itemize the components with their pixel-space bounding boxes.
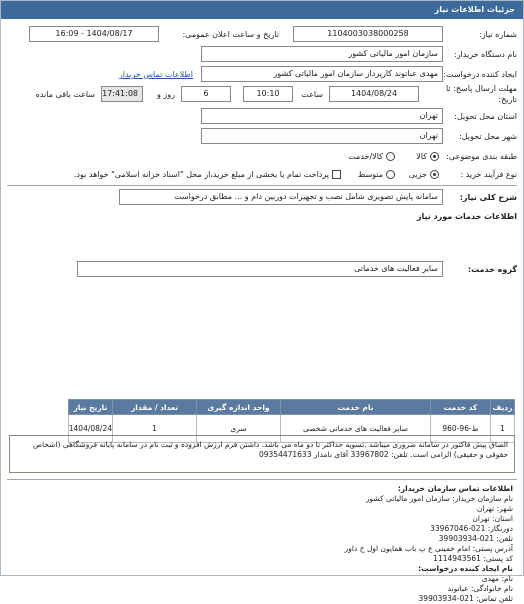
- buyer-org-label: نام دستگاه خریدار:: [454, 50, 517, 59]
- process-option-minor[interactable]: جزیی: [409, 169, 439, 181]
- contact-line: دورنگار: 021-33967046: [430, 524, 513, 533]
- remaining-time-field: 17:41:08: [101, 86, 143, 102]
- cell-service-name: سایر فعالیت های خدماتی شخصی: [281, 415, 431, 443]
- cell-row-number: 1: [491, 415, 515, 443]
- category-label: طبقه بندی موضوعی:: [446, 152, 517, 161]
- col-service-name: نام خدمت: [281, 400, 431, 415]
- services-section-title: اطلاعات خدمات مورد نیاز: [416, 212, 517, 221]
- creator-label: ایجاد کننده درخواست:: [443, 70, 517, 79]
- category-option-goods-service[interactable]: کالا/خدمت: [348, 151, 395, 163]
- col-quantity: تعداد / مقدار: [113, 400, 197, 415]
- deadline-time-field[interactable]: 10:10: [243, 86, 293, 102]
- radio-icon[interactable]: [386, 152, 395, 161]
- table-header-row: [68, 400, 514, 415]
- service-group-label: گروه خدمت:: [467, 265, 517, 274]
- summary-field: سامانه پایش تصویری شامل نصب و تجهیزات دوربین دام و ... مطابق درخواست: [119, 189, 443, 205]
- summary-label: شرح کلی نیاز:: [459, 193, 517, 202]
- col-row-number: ردیف: [491, 400, 515, 415]
- contact-line: تلفن: 021-39903934: [438, 534, 513, 543]
- process-option-medium[interactable]: متوسط: [358, 169, 395, 181]
- city-label: شهر محل تحویل:: [459, 132, 517, 141]
- creator-field[interactable]: مهدی عباتوند کارپرداز سازمان امور مالیاتی کشور: [201, 66, 443, 82]
- announce-date-label: تاریخ و ساعت اعلان عمومی:: [182, 30, 279, 39]
- process-label: نوع فرآیند خرید :: [460, 170, 517, 179]
- announce-date-field[interactable]: 1404/08/17 - 16:09: [29, 26, 159, 42]
- checkbox-icon[interactable]: [332, 170, 341, 179]
- days-label: روز و: [157, 90, 175, 99]
- page-title: جزئیات اطلاعات نیاز: [1, 1, 523, 19]
- service-group-field: سایر فعالیت های خدماتی: [77, 261, 443, 277]
- contact-line: تلفن تماس: 021-39903934: [418, 594, 513, 603]
- cell-need-date: 1404/08/24: [68, 415, 112, 443]
- cell-service-code: ط-96-960: [431, 415, 491, 443]
- deadline-date-field[interactable]: 1404/08/24: [329, 86, 419, 102]
- city-field[interactable]: تهران: [201, 128, 443, 144]
- deadline-time-label: ساعت: [301, 90, 323, 99]
- radio-icon[interactable]: [430, 152, 439, 161]
- contact-line: کد پستی: 1114943561: [433, 554, 513, 563]
- contact-title: اطلاعات تماس سازمان خریدار:: [397, 484, 513, 493]
- treasury-payment-checkbox[interactable]: پرداخت تمام یا بخشی از مبلغ خرید،از محل "اسناد خزانه اسلامی" خواهد بود.: [74, 169, 341, 181]
- deadline-label: مهلت ارسال پاسخ: تا: [445, 84, 517, 93]
- divider: [7, 479, 517, 480]
- category-option-goods[interactable]: کالا: [416, 151, 439, 163]
- contact-line: آدرس پستی: امام خمینی ع پ باب همایون اول خ داور: [344, 544, 513, 553]
- buyer-org-field[interactable]: سازمان امور مالیاتی کشور: [201, 46, 443, 62]
- days-field[interactable]: 6: [181, 86, 231, 102]
- need-number-field[interactable]: 1104003038000258: [293, 26, 443, 42]
- deadline-date-label: تاریخ:: [498, 95, 517, 104]
- buyer-notes: الصاق پیش فاکتور در سامانه ضروری میباشد .تسویه حداکثر تا دو ماه می باشد. داشتن فرم ارزش افزوده و ثبت نام در سامانه پایانه فروشگاهی (اشخاص حقوقی و حقیقی) الزامی است. تلفن: 33967802 آقای نامدار 09354471633: [9, 435, 515, 473]
- cell-unit: سری: [197, 415, 281, 443]
- buyer-contact-info: [11, 484, 513, 604]
- remaining-time-label: ساعت باقی مانده: [35, 90, 95, 99]
- contact-line: نام: مهدی: [481, 574, 513, 583]
- contact-line: نام ایجاد کننده درخواست:: [418, 564, 513, 573]
- col-unit: واحد اندازه گیری: [197, 400, 281, 415]
- contact-line: نام خانوادگی: عباتوند: [447, 584, 513, 593]
- cell-quantity: 1: [113, 415, 197, 443]
- col-need-date: تاریخ نیاز: [68, 400, 112, 415]
- col-service-code: کد خدمت: [431, 400, 491, 415]
- contact-line: نام سازمان خریدار: سازمان امور مالیاتی کشور: [365, 494, 513, 503]
- province-label: استان محل تحویل:: [454, 112, 517, 121]
- divider: [7, 185, 517, 186]
- radio-icon[interactable]: [430, 170, 439, 179]
- contact-line: شهر: تهران: [476, 504, 513, 513]
- contact-line: استان: تهران: [472, 514, 513, 523]
- need-number-label: شماره نیاز:: [479, 30, 517, 39]
- radio-icon[interactable]: [386, 170, 395, 179]
- province-field[interactable]: تهران: [201, 108, 443, 124]
- buyer-contact-link[interactable]: اطلاعات تماس خریدار: [118, 70, 193, 79]
